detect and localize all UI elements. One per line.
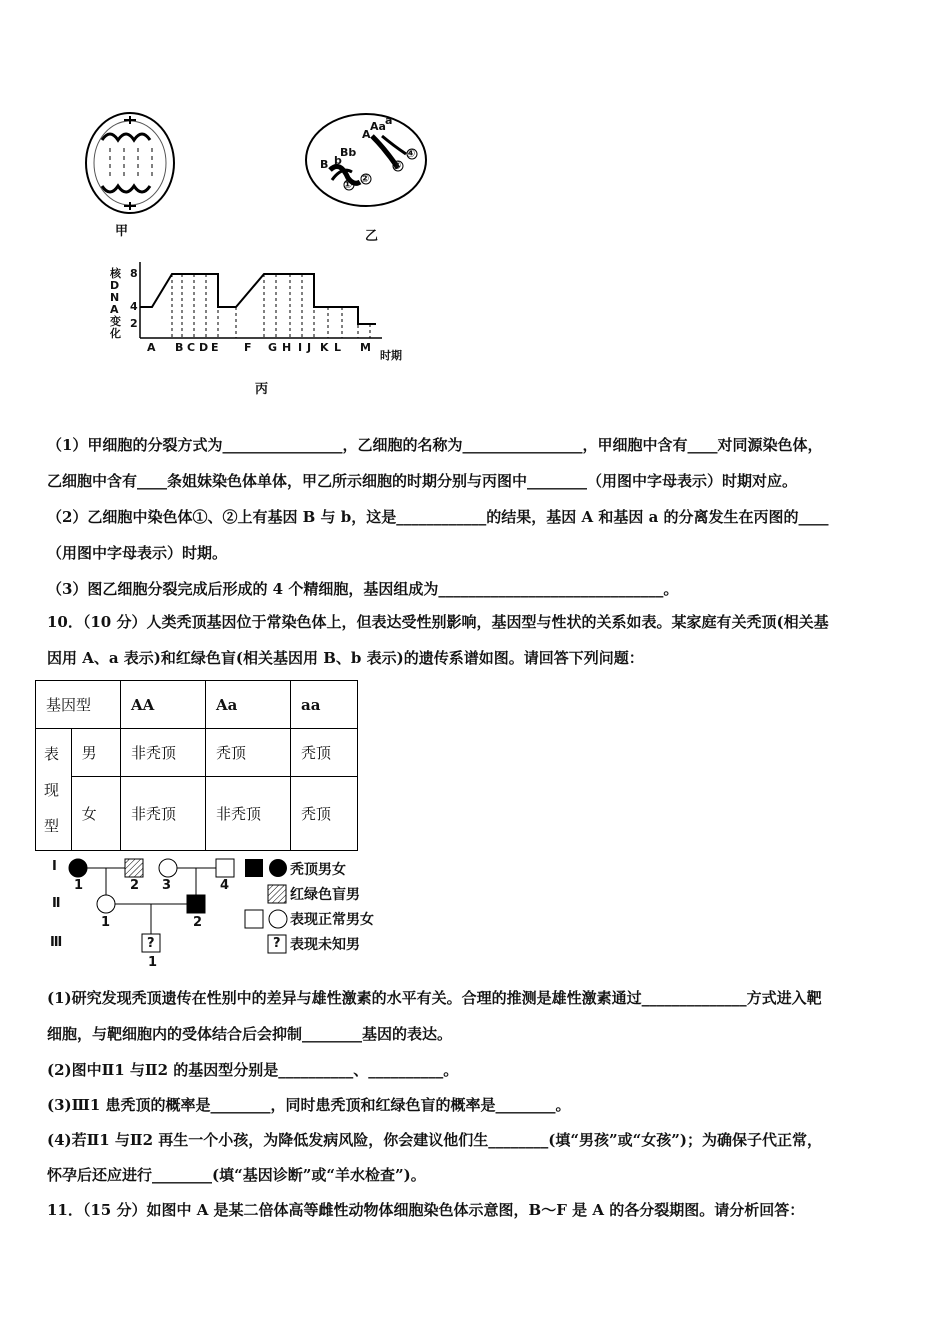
q10-s4-line1: (4)若Ⅱ1 与Ⅱ2 再生一个小孩，为降低发病风险，你会建议他们生________(填“男孩”或“女孩”)；为确保子代正常， bbox=[47, 1131, 822, 1149]
table-side-phenotype: 表 现 型 bbox=[36, 729, 72, 851]
yi-gene-a: a bbox=[385, 114, 393, 127]
bing-xtick-G: G bbox=[268, 341, 278, 354]
pedigree-gen-II: Ⅱ bbox=[52, 896, 61, 911]
q9-part2-line1: （2）乙细胞中染色体①、②上有基因 B 与 b，这是____________的结果，基因 A 和基因 a 的分离发生在丙图的____ bbox=[47, 508, 829, 526]
table-cell: 秃顶 bbox=[206, 729, 291, 777]
bing-ytick-8: 8 bbox=[130, 267, 138, 280]
figure-bing-label: 丙 bbox=[255, 382, 269, 397]
yi-num-1: ① bbox=[343, 178, 353, 191]
table-cell: 秃顶 bbox=[291, 777, 358, 851]
pedigree-II1-normal-female bbox=[97, 895, 115, 913]
yi-gene-Bb: Bb bbox=[340, 146, 357, 159]
legend-bald-male-symbol bbox=[245, 859, 263, 877]
pedigree-I-id-4: 4 bbox=[220, 878, 230, 893]
legend-bald-female-symbol bbox=[269, 859, 287, 877]
figure-jia-cell bbox=[80, 108, 180, 218]
bing-xtick-E: E bbox=[211, 341, 219, 354]
q10-s3: (3)Ⅲ1 患秃顶的概率是________，同时患秃顶和红绿色盲的概率是________。 bbox=[47, 1096, 571, 1114]
bing-xtick-A: A bbox=[147, 341, 156, 354]
figure-jia-label: 甲 bbox=[115, 224, 129, 239]
legend-normal-female-symbol bbox=[269, 910, 287, 928]
q10-s1-line1: (1)研究发现秃顶遗传在性别中的差异与雄性激素的水平有关。合理的推测是雄性激素通过______________方式进入靶 bbox=[47, 989, 822, 1007]
pedigree-II-id-2: 2 bbox=[193, 915, 203, 930]
figure-yi-label: 乙 bbox=[365, 229, 379, 244]
bing-xtick-D: D bbox=[199, 341, 209, 354]
legend-colorblind-male-symbol bbox=[268, 885, 286, 903]
bing-xtick-J: J bbox=[307, 341, 312, 354]
pedigree-I-id-1: 1 bbox=[74, 878, 84, 893]
q10-intro-line1: 10．（10 分）人类秃顶基因位于常染色体上，但表达受性别影响，基因型与性状的关系如表。某家庭有关秃顶(相关基 bbox=[47, 613, 829, 631]
q10-s4-line2: 怀孕后还应进行________(填“基因诊断”或“羊水检查”)。 bbox=[47, 1166, 426, 1184]
legend-unknown: 表现未知男 bbox=[290, 937, 360, 953]
legend-bald: 秃顶男女 bbox=[290, 862, 346, 878]
bing-xtick-B: B bbox=[175, 341, 184, 354]
bing-xtick-I: I bbox=[298, 341, 303, 354]
bing-xtick-H: H bbox=[282, 341, 292, 354]
pedigree-I1-bald-female bbox=[69, 859, 87, 877]
genotype-table bbox=[35, 680, 358, 851]
pedigree-I4-normal-male bbox=[216, 859, 234, 877]
bing-xtick-M: M bbox=[360, 341, 371, 354]
pedigree-I-id-3: 3 bbox=[162, 878, 172, 893]
yi-gene-B: B bbox=[320, 158, 329, 171]
yi-gene-Aa: Aa bbox=[370, 120, 386, 133]
bing-ytick-4: 4 bbox=[130, 300, 138, 313]
pedigree-II2-bald-male bbox=[187, 895, 205, 913]
pedigree-III-id-1: 1 bbox=[148, 955, 158, 970]
q11-intro: 11．（15 分）如图中 A 是某二倍体高等雌性动物体细胞染色体示意图，B～F 是 A 的各分裂期图。请分析回答： bbox=[47, 1201, 805, 1219]
pedigree-II-id-1: 1 bbox=[101, 915, 111, 930]
table-cell: 非秃顶 bbox=[121, 729, 206, 777]
figure-bing-chart bbox=[124, 262, 384, 342]
table-cell: 秃顶 bbox=[291, 729, 358, 777]
bing-dna-curve bbox=[140, 274, 376, 324]
yi-num-2: ② bbox=[360, 172, 370, 185]
pedigree-gen-III: Ⅲ bbox=[50, 935, 63, 950]
pedigree-III-unknown-mark: ? bbox=[147, 936, 155, 951]
bing-ytick-2: 2 bbox=[130, 317, 138, 330]
bing-xtick-F: F bbox=[244, 341, 252, 354]
table-header-Aa: Aa bbox=[206, 681, 291, 729]
yi-gene-b: b bbox=[334, 154, 342, 167]
pedigree-I2-colorblind-male bbox=[125, 859, 143, 877]
legend-normal: 表现正常男女 bbox=[290, 912, 374, 928]
bing-xtick-K: K bbox=[320, 341, 329, 354]
table-header-genotype: 基因型 bbox=[36, 681, 121, 729]
yi-gene-A: A bbox=[362, 128, 371, 141]
q9-part1-line2: 乙细胞中含有____条姐妹染色体单体，甲乙所示细胞的时期分别与丙图中________（用图中字母表示）时期对应。 bbox=[47, 472, 798, 490]
table-cell: 非秃顶 bbox=[206, 777, 291, 851]
bing-ylabel: 核DNA变化 bbox=[110, 267, 121, 340]
legend-unknown-mark: ? bbox=[273, 936, 281, 951]
q9-part2-line2: （用图中字母表示）时期。 bbox=[47, 544, 228, 562]
yi-num-4: ④ bbox=[406, 147, 416, 160]
bing-xtick-C: C bbox=[187, 341, 196, 354]
bing-xlabel: 时期 bbox=[380, 349, 402, 362]
table-header-AA: AA bbox=[121, 681, 206, 729]
q9-part1-line1: （1）甲细胞的分裂方式为________________，乙细胞的名称为________________，甲细胞中含有____对同源染色体， bbox=[47, 436, 823, 454]
table-row-female: 女 bbox=[71, 777, 120, 851]
pedigree-gen-I: Ⅰ bbox=[52, 859, 57, 874]
legend-normal-male-symbol bbox=[245, 910, 263, 928]
table-header-aa: aa bbox=[291, 681, 358, 729]
q9-part3-line1: （3）图乙细胞分裂完成后形成的 4 个精细胞，基因组成为______________________________。 bbox=[47, 580, 679, 598]
q10-s2: (2)图中Ⅱ1 与Ⅱ2 的基因型分别是__________、__________。 bbox=[47, 1061, 459, 1079]
yi-num-3: ③ bbox=[392, 159, 402, 172]
pedigree-I3-normal-female bbox=[159, 859, 177, 877]
table-row-male: 男 bbox=[71, 729, 120, 777]
legend-colorblind: 红绿色盲男 bbox=[290, 887, 360, 903]
q10-s1-line2: 细胞，与靶细胞内的受体结合后会抑制________基因的表达。 bbox=[47, 1025, 453, 1043]
table-cell: 非秃顶 bbox=[121, 777, 206, 851]
q10-intro-line2: 因用 A、a 表示)和红绿色盲(相关基因用 B、b 表示)的遗传系谱如图。请回答下列问题： bbox=[47, 649, 644, 667]
bing-xtick-L: L bbox=[334, 341, 342, 354]
pedigree-I-id-2: 2 bbox=[130, 878, 140, 893]
